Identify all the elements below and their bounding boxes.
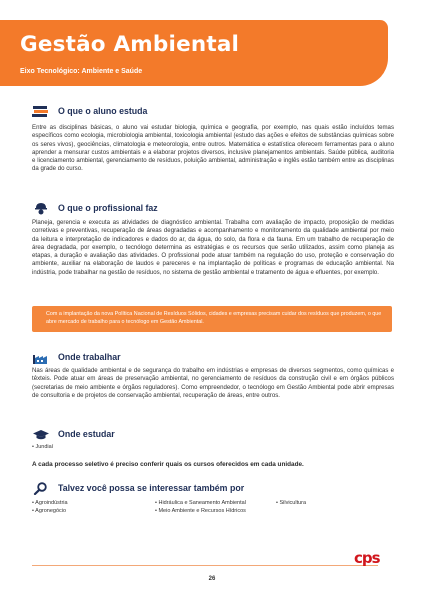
list-item: • Meio Ambiente e Recursos Hídricos (155, 508, 246, 514)
section-title: O que o aluno estuda (58, 106, 148, 116)
page-header (0, 20, 388, 86)
section-text-estuda: Entre as disciplinas básicas, o aluno vai estudar biologia, química e geografia, por exemplo, nas quais estão incluídos temas específicos como ecologia, microbiologia ambiental, toxicologia ambiental (estudo das ações e efeitos de substâncias químicas sobre os seres vivos), geociências, climatologia e meteorologia, entre outros. Matemática e estatística oferecem ferramentas para o aluno aprender a mensurar custos ambientais e a elaborar projetos diversos, inclusive planejamentos ambientais. Saúde pública, auditoria e licenciamento ambiental, gerenciamento de resíduos, poluição ambiental, administração e inglês estão também entre as disciplinas da grade do curso. (32, 124, 394, 173)
worker-icon (32, 202, 50, 215)
section-heading-estudar (32, 427, 115, 441)
list-item: • Silvicultura (276, 500, 307, 506)
section-text-faz: Planeja, gerencia e executa as atividades de diagnóstico ambiental. Trabalha com avaliação de impacto, proposição de medidas corretivas e preventivas, recuperação de áreas degradadas e acompanhamento e monitoramento da qualidade ambiental por meio da leitura e interpretação de indicadores e dados do ar, da água, do solo, da flora e da fauna. Em um trabalho de recuperação de área degradada, por exemplo, o tecnólogo determina as estratégias e os recursos que serão utilizados, assim como planeja as etapas, a duração e avaliação das atividades. O profissional pode atuar também na regulação do uso, proteção e conservação do ambiente, auxiliar na elaboração de laudos e pareceres e na implantação de políticas e programas de educação ambiental. Na indústria, pode trabalhar na gestão de resíduos, no sistema de gestão ambiental e tratamento de água e efluentes, por exemplo. (32, 219, 394, 276)
section-heading-interessar (32, 481, 244, 495)
list-item: • Jundiaí (32, 444, 54, 450)
section-title: Onde trabalhar (58, 352, 121, 362)
section-heading-estuda (32, 104, 147, 118)
section-text-trabalhar: Nas áreas de qualidade ambiental e de segurança do trabalho em indústrias e empresas de diversos segmentos, como químicas e têxteis. Pode atuar em áreas de preservação ambiental, no gerenciamento de resíduos da construção civil e em órgãos públicos (secretarias de meio ambiente e órgãos reguladores). Como empreendedor, o tecnólogo em Gestão Ambiental pode abrir empresas de consultoria e de projetos de conservação ambiental, recuperação de áreas, entre outros. (32, 367, 394, 399)
section-heading-trabalhar (32, 350, 121, 364)
page-title: Gestão Ambiental (20, 32, 240, 57)
section-title: Talvez você possa se interessar também por (58, 483, 245, 493)
selection-note: A cada processo seletivo é preciso conferir quais os cursos oferecidos em cada unidade. (32, 461, 304, 468)
books-icon (32, 105, 50, 118)
factory-icon (32, 351, 50, 364)
graduation-cap-icon (32, 428, 50, 441)
section-title: Onde estudar (58, 429, 115, 439)
section-title: O que o profissional faz (58, 203, 158, 213)
highlight-callout: Com a implantação da nova Política Nacional de Resíduos Sólidos, cidades e empresas precisam cuidar dos resíduos que produzem, o que abre mercado de trabalho para o tecnólogo em Gestão Ambiental. (32, 306, 392, 332)
footer-divider (32, 565, 378, 566)
list-item: • Hidráulica e Saneamento Ambiental (155, 500, 246, 506)
list-item: • Agroindústria (32, 500, 68, 506)
list-item: • Agronegócio (32, 508, 67, 514)
page-number: 26 (208, 576, 216, 582)
section-heading-faz (32, 201, 158, 215)
magnifier-icon (32, 482, 50, 495)
cps-logo: cps (354, 549, 380, 567)
page-subtitle: Eixo Tecnológico: Ambiente e Saúde (20, 68, 143, 75)
